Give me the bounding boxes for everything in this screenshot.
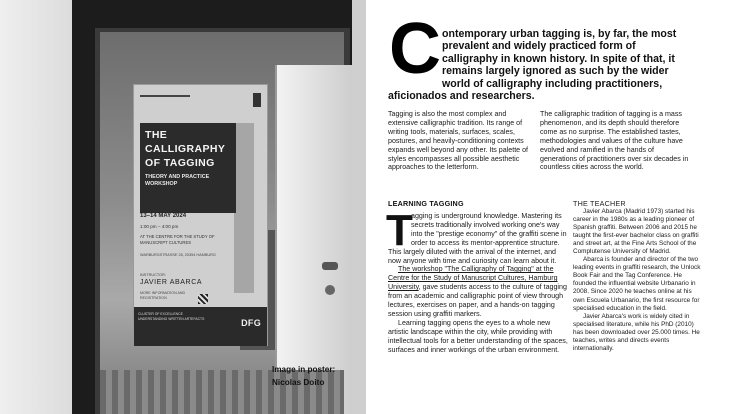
- wall-left: [0, 0, 72, 414]
- poster-more-info: MORE INFORMATION AND REGISTRATION: [140, 291, 186, 300]
- poster-venue: AT THE CENTRE FOR THE STUDY OF MANUSCRIPT CULTURES: [140, 234, 215, 245]
- poster-dates: 13–14 MAY 2024: [140, 213, 187, 219]
- poster-footer-text: CLUSTER OF EXCELLENCE UNDERSTANDING WRITTEN ARTEFACTS: [138, 312, 205, 321]
- poster-time: 1:00 pm – 4:00 pm: [140, 224, 179, 229]
- poster-logos: [140, 93, 263, 113]
- poster-title-block: [140, 123, 236, 213]
- university-logo-icon: [140, 95, 190, 105]
- poster-subtitle: THEORY AND PRACTICE WORKSHOP: [145, 174, 210, 187]
- open-door-panel: [275, 65, 353, 414]
- centre-logo-icon: [253, 93, 261, 107]
- poster-address: WARBURGSTRASSE 26, 20354 HAMBURG: [140, 253, 216, 257]
- teacher-title: THE TEACHER: [573, 199, 626, 208]
- lead-paragraph: ontemporary urban tagging is, by far, the most prevalent and widely practiced form of calligraphy in known history. In spite of that, it remains largely ignored as such by the wider world of calligraphy including practitioners, aficionados and researchers.: [388, 28, 677, 103]
- door-photo: [0, 0, 366, 414]
- image-credit-label: Image in poster:: [272, 365, 336, 374]
- door-handle: [322, 262, 338, 270]
- section-title: LEARNING TAGGING: [388, 199, 464, 208]
- workshop-link[interactable]: The workshop "The Calligraphy of Tagging" at the Centre for the Study of Manuscript Cultures, Hamburg University: [388, 265, 558, 292]
- dfg-logo: DFG: [241, 318, 261, 328]
- qr-code-icon: [198, 294, 208, 304]
- article: [366, 0, 733, 414]
- image-credit-name: Nicolas Doito: [272, 378, 325, 387]
- intro-column-1: Tagging is also the most complex and extensive calligraphic tradition. Its range of writing tools, materials, surfaces, scales, postures, and heavily-conditioning contexts expands well beyond any other. Its palette of styles encompasses all possible aesthetic approaches to the letterform.: [388, 110, 528, 172]
- teacher-paragraph-3: Javier Abarca's work is widely cited in specialised literature, while his PhD (2010) has been downloaded over 25.000 times. He teaches, writes and directs events internationally.: [573, 312, 700, 352]
- poster-instructor: JAVIER ABARCA: [140, 279, 203, 286]
- lead-dropcap: C: [389, 9, 441, 89]
- body-paragraph-2: The workshop "The Calligraphy of Tagging" at the Centre for the Study of Manuscript Cultures, Hamburg University, gave students access to the culture of tagging from an academic and calligraphic point of view through lectures, exercises on paper, and a hands-on tagging session using graffiti markers.: [388, 265, 567, 318]
- teacher-paragraph-2: Abarca is founder and director of the two leading events in graffiti research, the Unlock Book Fair and the Tag Conference. He founded the influential website Urbanario in 2008. Since 2020 he teaches online at his own Escuela Urbanario, the first resource for specialised education in the field.: [573, 256, 701, 312]
- teacher-column: [573, 208, 701, 353]
- intro-column-2: The calligraphic tradition of tagging is a mass phenomenon, and its depth should therefore come as no surprise. The established tastes, methodologies and values of the culture have evolved and ramified in the hands of generations of practitioners over six decades in countless cities across the world.: [540, 110, 689, 172]
- body-column: [388, 212, 570, 355]
- teacher-paragraph-1: Javier Abarca (Madrid 1973) started his career in the 1980s as a leading pioneer of Spanish graffiti. Between 2006 and 2015 he taught the first-ever bachelor class on graffiti and street art, at the Fine Arts School of the Complutense University of Madrid.: [573, 208, 699, 256]
- body-paragraph-3: Learning tagging opens the eyes to a whole new artistic landscape within the city, while providing with intellectual tools for a better understanding of the spaces, surfaces and inner workings of the urban environment.: [388, 318, 568, 354]
- body-dropcap: T: [386, 206, 413, 255]
- workshop-poster: [133, 84, 268, 346]
- poster-footer: [134, 307, 267, 346]
- poster-title: THE CALLIGRAPHY OF TAGGING: [145, 129, 226, 169]
- image-credit: [272, 363, 335, 389]
- body-paragraph-1: agging is underground knowledge. Mastering its secrets traditionally involved working one's way into the "prestige economy" of the graffiti scene in order to access its mentor-apprentice structure. This largely diluted with the arrival of the internet, and now anyone with time and curiosity can learn about it.: [388, 212, 567, 265]
- poster-instructor-label: INSTRUCTOR:: [140, 273, 166, 277]
